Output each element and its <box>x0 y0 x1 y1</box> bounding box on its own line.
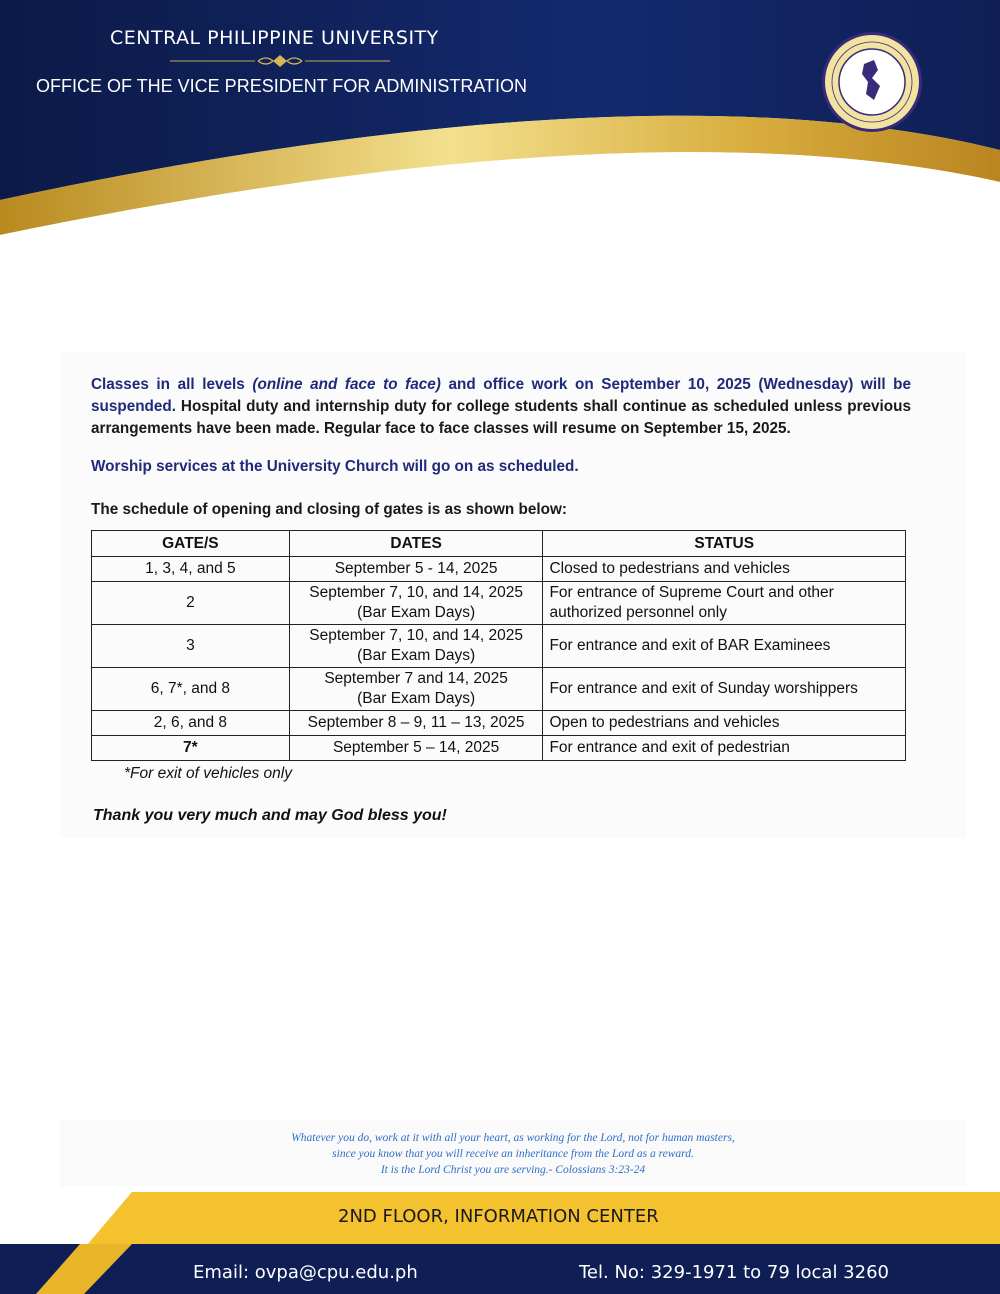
gates-cell: 2, 6, and 8 <box>92 711 290 736</box>
verse-line: Whatever you do, work at it with all your heart, as working for the Lord, not for human masters, <box>291 1132 735 1144</box>
suspension-mode: (online and face to face) <box>252 376 441 393</box>
dates-text: September 5 - 14, 2025 <box>334 560 498 577</box>
suspension-paragraph <box>91 374 911 440</box>
ornament-divider <box>170 54 390 68</box>
verse-line: It is the Lord Christ you are serving.- Colossians 3:23-24 <box>380 1164 646 1176</box>
verse-line: since you know that you will receive an inheritance from the Lord as a reward. <box>332 1148 694 1160</box>
status-cell: For entrance and exit of Sunday worshippers <box>543 668 906 711</box>
suspension-details: Hospital duty and internship duty for college students shall continue as scheduled unless previous arrangements have been made. Regular face to face classes will resume on September 15, 2025. <box>91 398 911 437</box>
suspension-date: and office work on September 10, 2025 (Wednesday) will be suspended. <box>91 376 912 415</box>
dates-cell <box>289 625 543 668</box>
table-row <box>92 711 906 736</box>
gates-cell: 6, 7*, and 8 <box>92 668 290 711</box>
table-row <box>92 668 906 711</box>
suspension-lead: Classes in all levels <box>91 376 245 393</box>
dates-text: September 7 and 14, 2025 <box>324 670 508 687</box>
footer-telephone[interactable]: Tel. No: 329-1971 to 79 local 3260 <box>579 1262 889 1283</box>
dates-subtext: (Bar Exam Days) <box>357 604 476 621</box>
gates-cell: 7* <box>92 736 290 761</box>
footer-address: 2ND FLOOR, INFORMATION CENTER <box>338 1206 659 1227</box>
footer-email[interactable]: Email: ovpa@cpu.edu.ph <box>193 1262 418 1283</box>
university-name: CENTRAL PHILIPPINE UNIVERSITY <box>110 27 439 49</box>
header-dates: DATES <box>289 531 543 557</box>
status-cell: Closed to pedestrians and vehicles <box>543 557 906 582</box>
closing-message: Thank you very much and may God bless you! <box>93 807 447 824</box>
office-name: OFFICE OF THE VICE PRESIDENT FOR ADMINISTRATION <box>36 76 528 96</box>
worship-paragraph: Worship services at the University Church will go on as scheduled. <box>91 458 579 475</box>
gate-schedule-intro: The schedule of opening and closing of gates is as shown below: <box>91 501 567 518</box>
table-header-row <box>92 531 906 557</box>
header-gates: GATE/S <box>92 531 290 557</box>
dates-subtext: (Bar Exam Days) <box>357 690 476 707</box>
table-row <box>92 582 906 625</box>
gates-cell: 2 <box>92 582 290 625</box>
table-row <box>92 557 906 582</box>
header-status: STATUS <box>543 531 906 557</box>
gates-cell: 3 <box>92 625 290 668</box>
dates-cell <box>289 711 543 736</box>
table-row <box>92 625 906 668</box>
dates-text: September 7, 10, and 14, 2025 <box>309 584 523 601</box>
dates-text: September 8 – 9, 11 – 13, 2025 <box>307 714 525 731</box>
status-cell: For entrance and exit of pedestrian <box>543 736 906 761</box>
bible-verse <box>60 1130 966 1178</box>
dates-cell <box>289 582 543 625</box>
status-cell: For entrance and exit of BAR Examinees <box>543 625 906 668</box>
gates-cell: 1, 3, 4, and 5 <box>92 557 290 582</box>
status-cell: Open to pedestrians and vehicles <box>543 711 906 736</box>
gate-schedule-table <box>91 530 906 761</box>
table-row <box>92 736 906 761</box>
status-cell: For entrance of Supreme Court and other authorized personnel only <box>543 582 906 625</box>
dates-subtext: (Bar Exam Days) <box>357 647 476 664</box>
dates-text: September 7, 10, and 14, 2025 <box>309 627 523 644</box>
university-seal-icon <box>820 30 924 134</box>
dates-cell <box>289 736 543 761</box>
table-footnote: *For exit of vehicles only <box>124 765 292 782</box>
dates-text: September 5 – 14, 2025 <box>332 739 500 756</box>
dates-cell <box>289 557 543 582</box>
dates-cell <box>289 668 543 711</box>
